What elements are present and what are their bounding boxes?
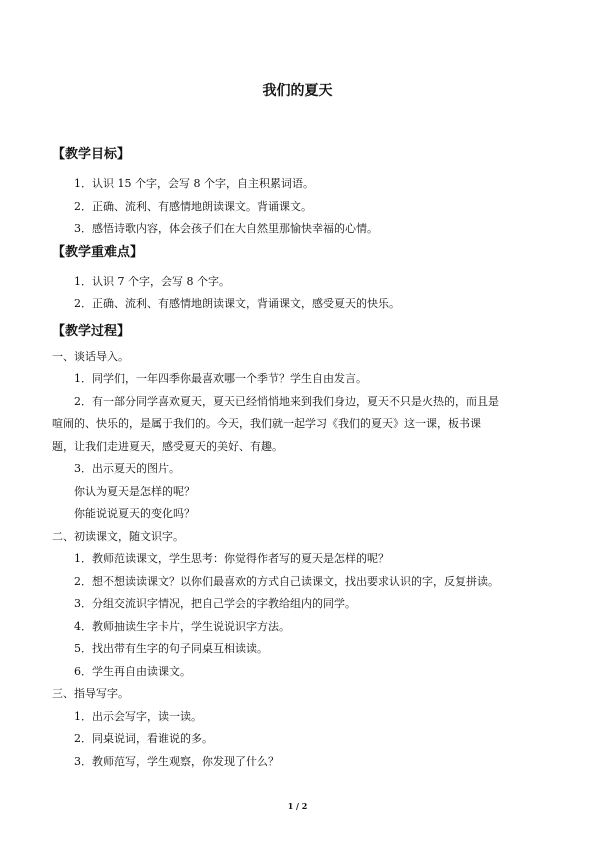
process-part-2-item-6: 6．学生再自由读课文。 xyxy=(74,664,191,678)
goal-item-3: 3．感悟诗歌内容，体会孩子们在大自然里那愉快幸福的心情。 xyxy=(74,222,378,235)
process-part-1-item-3: 3．出示夏天的图片。 xyxy=(74,462,180,475)
process-part-1-question-2: 你能说说夏天的变化吗？ xyxy=(74,507,195,520)
process-part-2-item-1: 1．教师范读课文，学生思考：你觉得作者写的夏天是怎样的呢？ xyxy=(74,552,389,565)
process-part-2-item-5: 5．找出带有生字的句子同桌互相读读。 xyxy=(74,642,268,655)
section-keypoints xyxy=(52,243,552,316)
section-heading-process: 【教学过程】 xyxy=(52,323,131,339)
keypoint-item-1: 1．认识 7 个字，会写 8 个字。 xyxy=(74,274,230,288)
process-part-2-item-3: 3．分组交流识字情况，把自己学会的字教给组内的同学。 xyxy=(74,597,356,610)
process-part-1-question-1: 你认为夏天是怎样的呢？ xyxy=(74,484,195,498)
process-part-2-item-4: 4．教师抽读生字卡片，学生说说识字方法。 xyxy=(74,619,290,633)
process-part-3-item-1: 1．出示会写字，读一读。 xyxy=(74,709,202,723)
section-heading-goals: 【教学目标】 xyxy=(52,147,131,162)
process-part-2-title: 二、初读课文，随文识字。 xyxy=(52,529,184,543)
page-number: 1 / 2 xyxy=(287,801,308,811)
process-part-1-title: 一、谈话导入。 xyxy=(52,349,129,363)
goal-item-2: 2．正确、流利、有感情地朗读课文。背诵课文。 xyxy=(74,199,312,213)
goal-item-1: 1．认识 15 个字，会写 8 个字，自主积累词语。 xyxy=(74,177,314,190)
process-part-1-item-2-line-1: 2．有一部分同学喜欢夏天，夏天已经悄悄地来到我们身边，夏天不只是火热的，而且是 xyxy=(74,394,499,408)
section-heading-keypoints: 【教学重难点】 xyxy=(52,244,144,260)
process-part-1-item-2-line-3: 题，让我们走进夏天，感受夏天的美好、有趣。 xyxy=(52,439,283,453)
process-part-3-item-2: 2．同桌说词，看谁说的多。 xyxy=(74,732,213,745)
keypoint-item-2: 2．正确、流利、有感情地朗读课文，背诵课文，感受夏天的快乐。 xyxy=(74,297,400,310)
section-goals xyxy=(52,145,552,241)
process-part-1-item-2-line-2: 喧闹的、快乐的，是属于我们的。今天，我们就一起学习《我们的夏天》这一课，板书课 xyxy=(52,417,481,430)
page-title: 我们的夏天 xyxy=(262,83,333,99)
document-body xyxy=(52,145,552,773)
process-part-3-item-3: 3．教师范写，学生观察，你发现了什么？ xyxy=(74,754,279,768)
process-part-2-item-2: 2．想不想读读课文？以你们最喜欢的方式自己读课文，找出要求认识的字，反复拼读。 xyxy=(74,574,499,588)
process-part-1-item-1: 1．同学们，一年四季你最喜欢哪一个季节？学生自由发言。 xyxy=(74,372,367,385)
process-part-3-title: 三、指导写字。 xyxy=(52,687,129,700)
section-process xyxy=(52,322,552,774)
